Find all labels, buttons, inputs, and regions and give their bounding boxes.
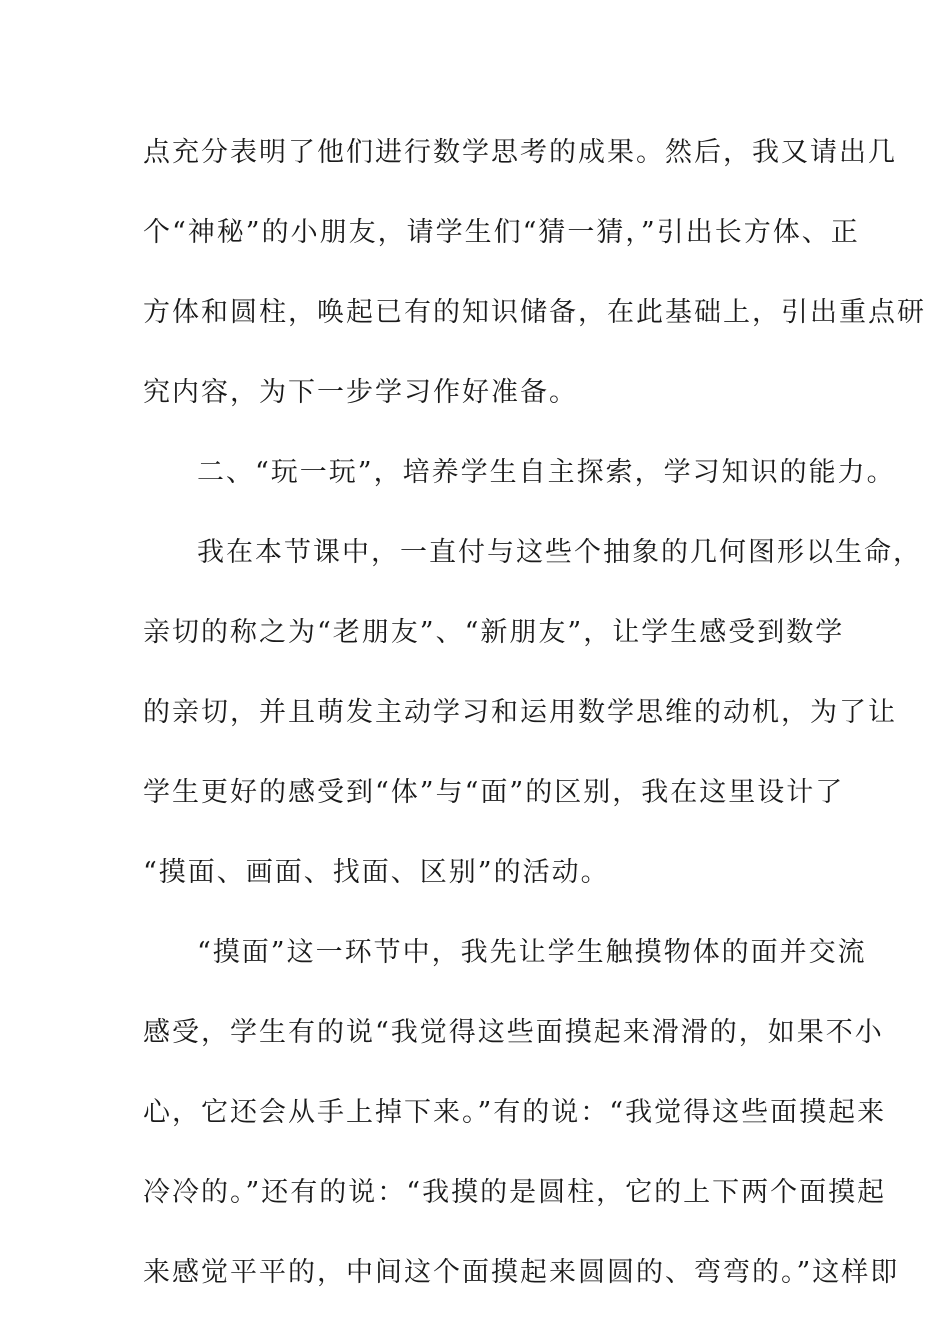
text-line: 的亲切，并且萌发主动学习和运用数学思维的动机，为了让 (143, 697, 897, 728)
text-line: 我在本节课中，一直付与这些个抽象的几何图形以生命， (197, 537, 922, 568)
text-line: 心，它还会从手上掉下来。”有的说：“我觉得这些面摸起来 (143, 1097, 887, 1128)
text-line: “摸面、画面、找面、区别”的活动。 (143, 857, 610, 888)
text-line: 学生更好的感受到“体”与“面”的区别，我在这里设计了 (143, 777, 845, 808)
text-line: 点充分表明了他们进行数学思考的成果。然后，我又请出几 (143, 137, 897, 168)
text-line: 感受，学生有的说“我觉得这些面摸起来滑滑的，如果不小 (143, 1017, 884, 1048)
body-text (143, 128, 926, 1328)
section-heading: 二、“玩一玩”，培养学生自主探索，学习知识的能力。 (197, 457, 896, 488)
text-line: 方体和圆柱，唤起已有的知识储备，在此基础上，引出重点研 (143, 297, 926, 328)
text-line: 究内容，为下一步学习作好准备。 (143, 377, 578, 408)
text-line: “摸面”这一环节中，我先让学生触摸物体的面并交流 (197, 937, 867, 968)
text-line: 来感觉平平的，中间这个面摸起来圆圆的、弯弯的。”这样即 (143, 1257, 900, 1288)
text-line: 个“神秘”的小朋友，请学生们“猜一猜，”引出长方体、正 (143, 217, 860, 248)
text-line: 亲切的称之为“老朋友”、“新朋友”，让学生感受到数学 (143, 617, 845, 648)
text-line: 冷冷的。”还有的说：“我摸的是圆柱，它的上下两个面摸起 (143, 1177, 887, 1208)
